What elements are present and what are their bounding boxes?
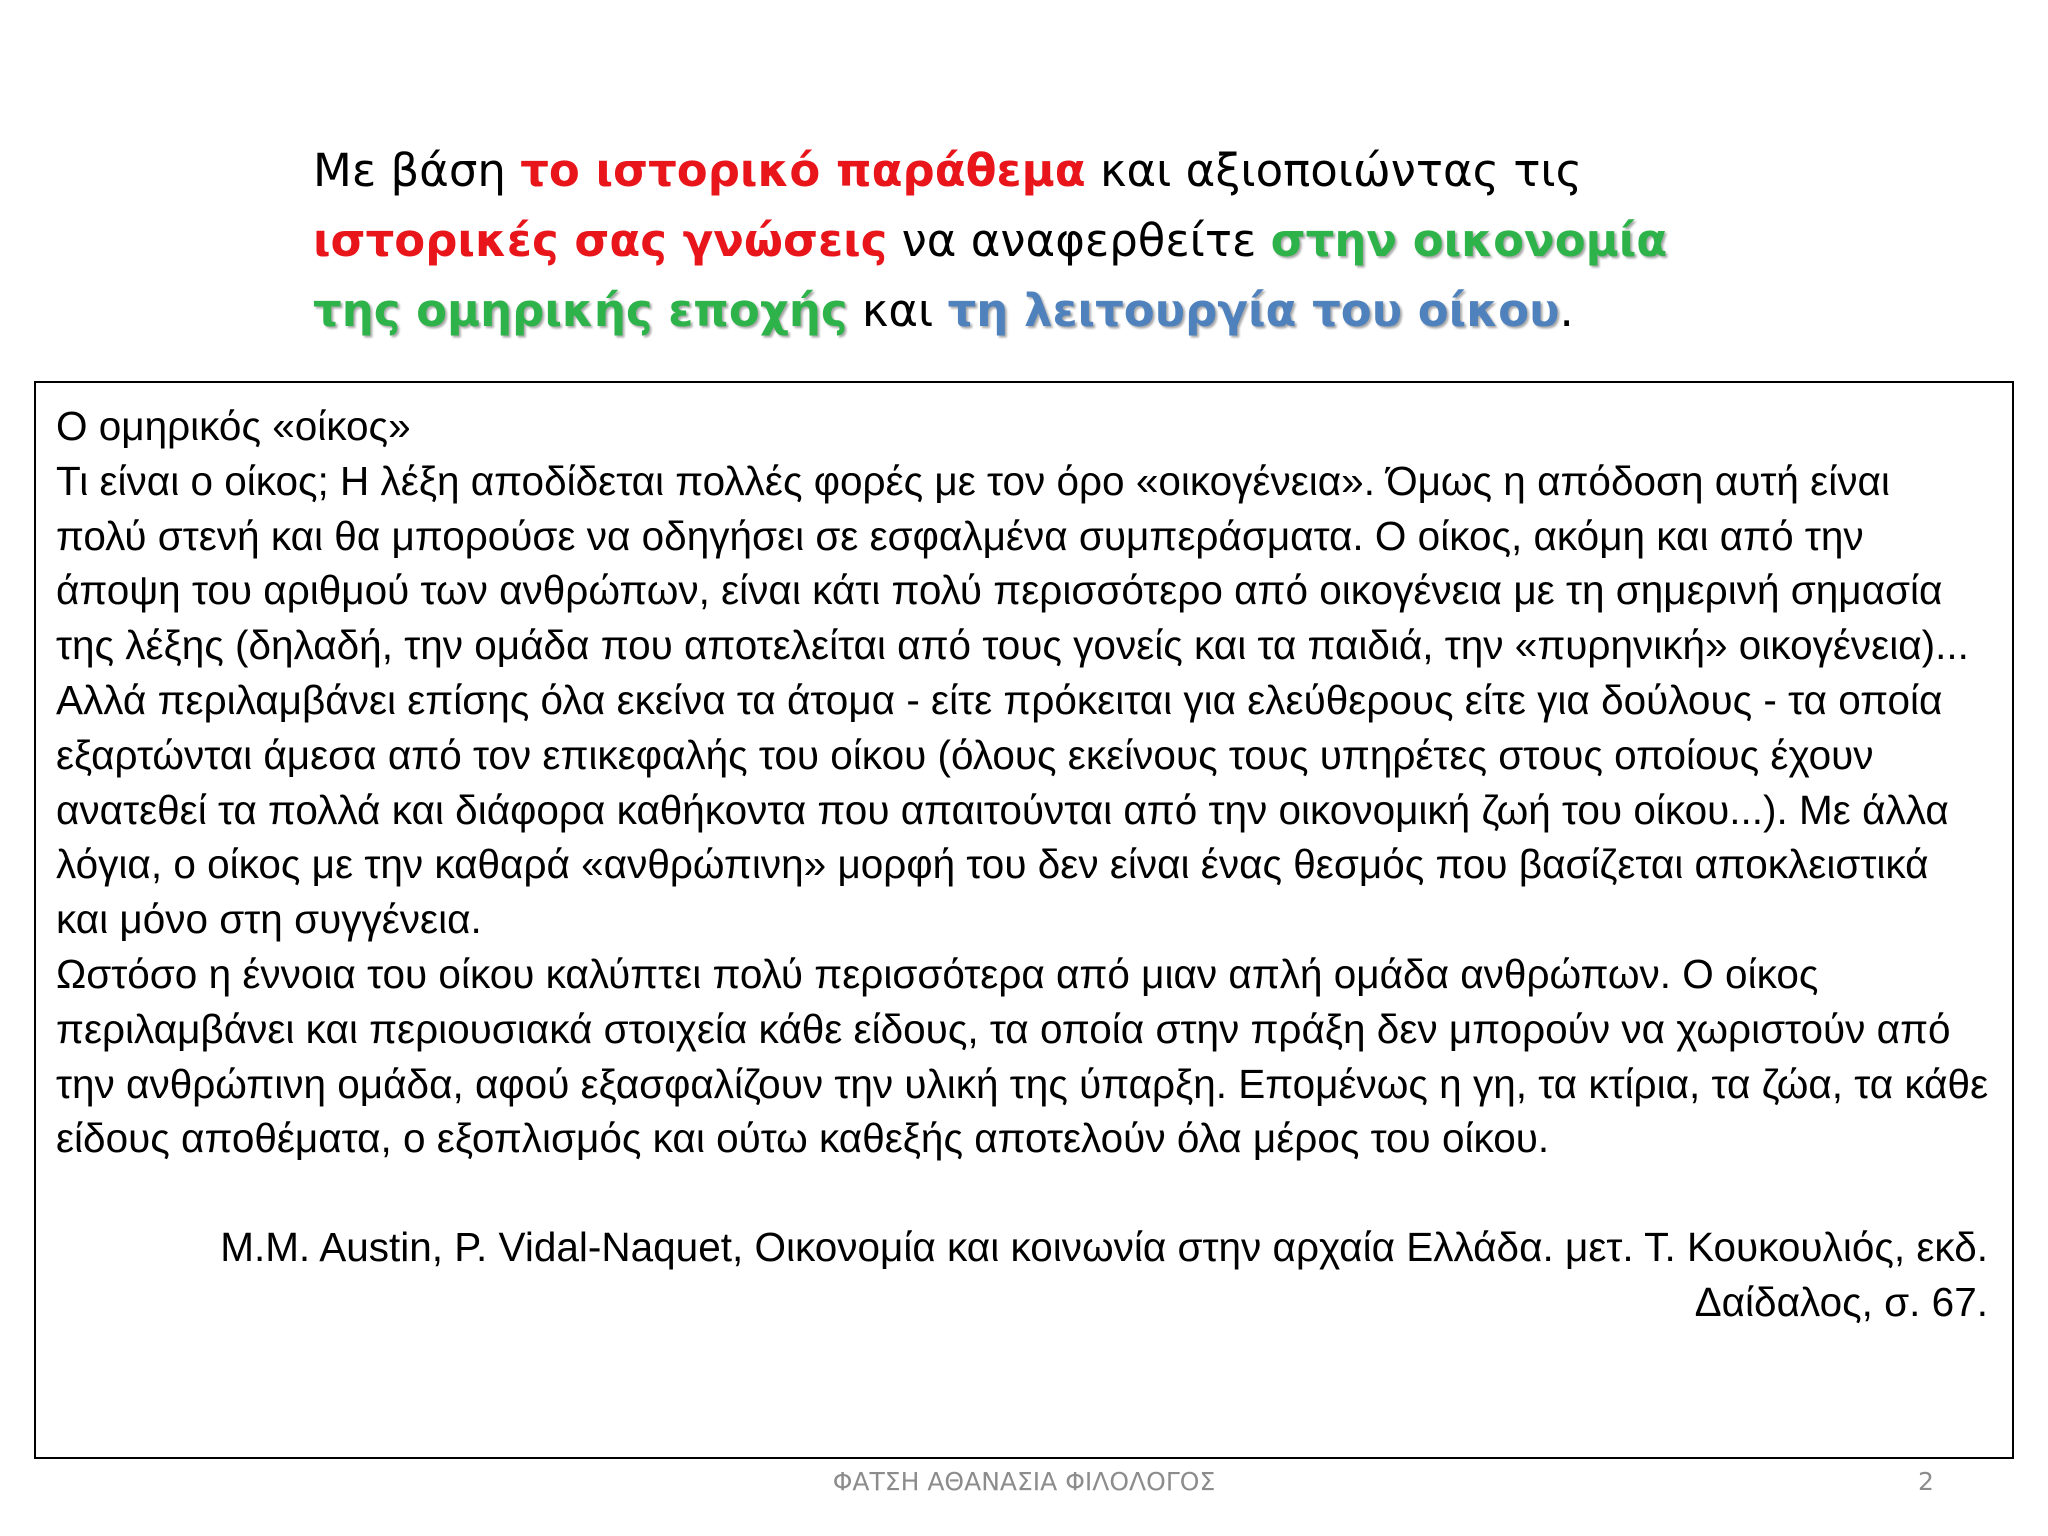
source-paragraph-2: Ωστόσο η έννοια του οίκου καλύπτει πολύ περισσότερα από μιαν απλή ομάδα ανθρώπων. Ο οίκος περιλαμβάνει και περιουσιακά στοιχεία κάθε είδους, τα οποία στην πράξη δεν μπορούν να χωριστούν από την ανθρώπινη ομάδα, αφού εξασφαλίζουν την υλική της ύπαρξη. Επομένως η γη, τα κτίρια, τα ζώα, τα κάθε είδους αποθέματα, ο εξοπλισμός και ούτω καθεξής αποτελούν όλα μέρος του οίκου. <box>56 950 1989 1162</box>
source-paragraph-1: Τι είναι ο οίκος; Η λέξη αποδίδεται πολλές φορές με τον όρο «οικογένεια». Όμως η απόδοση αυτή είναι πολύ στενή και θα μπορούσε να οδηγήσει σε εσφαλμένα συμπεράσματα. Ο οίκος, ακόμη και από την άποψη του αριθμού των ανθρώπων, είναι κάτι πολύ περισσότερο από οικογένεια με τη σημερινή σημασία της λέξης (δηλαδή, την ομάδα που αποτελείται από τους γονείς και τα παιδιά, την «πυρηνική» οικογένεια)... Αλλά περιλαμβάνει επίσης όλα εκείνα τα άτομα - είτε πρόκειται για ελεύθερους είτε για δούλους - τα οποία εξαρτώνται άμεσα από τον επικεφαλής του οίκου (όλους εκείνους τους υπηρέτες στους οποίους έχουν ανατεθεί τα πολλά και διάφορα καθήκοντα που απαιτούνται από την οικονομική ζωή του οίκου...). Με άλλα λόγια, ο οίκος με την καθαρά «ανθρώπινη» μορφή του δεν είναι ένας θεσμός που βασίζεται αποκλειστικά και μόνο στη συγγένεια. <box>56 457 1969 943</box>
source-excerpt-box <box>34 381 2014 1459</box>
question-text-1: Με βάση <box>313 144 521 197</box>
highlight-historical-knowledge: ιστορικές σας γνώσεις <box>313 214 888 267</box>
highlight-oikos-function: τη λειτουργία του οίκου <box>947 284 1560 337</box>
highlight-historical-excerpt: το ιστορικό παράθεμα <box>520 144 1086 197</box>
page-number: 2 <box>1918 1467 1934 1496</box>
question-text-4: και <box>847 284 948 337</box>
source-title: Ο ομηρικός «οίκος» <box>56 403 411 449</box>
spacer <box>56 1166 1990 1220</box>
highlight-homeric-economy: στην οικονομία της ομηρικής εποχής <box>313 214 1668 337</box>
question-text-3: να αναφερθείτε <box>887 214 1271 267</box>
source-citation: M.M. Austin, P. Vidal-Naquet, Οικονομία και κοινωνία στην αρχαία Ελλάδα. μετ. Τ. Κουκουλιός, εκδ. Δαίδαλος, σ. 67. <box>220 1224 1988 1325</box>
question-text-2: και αξιοποιώντας τις <box>1085 144 1583 197</box>
question-prompt <box>313 136 1763 346</box>
question-text-5: . <box>1559 284 1574 337</box>
footer-author: ΦΑΤΣΗ ΑΘΑΝΑΣΙΑ ΦΙΛΟΛΟΓΟΣ <box>832 1467 1216 1496</box>
